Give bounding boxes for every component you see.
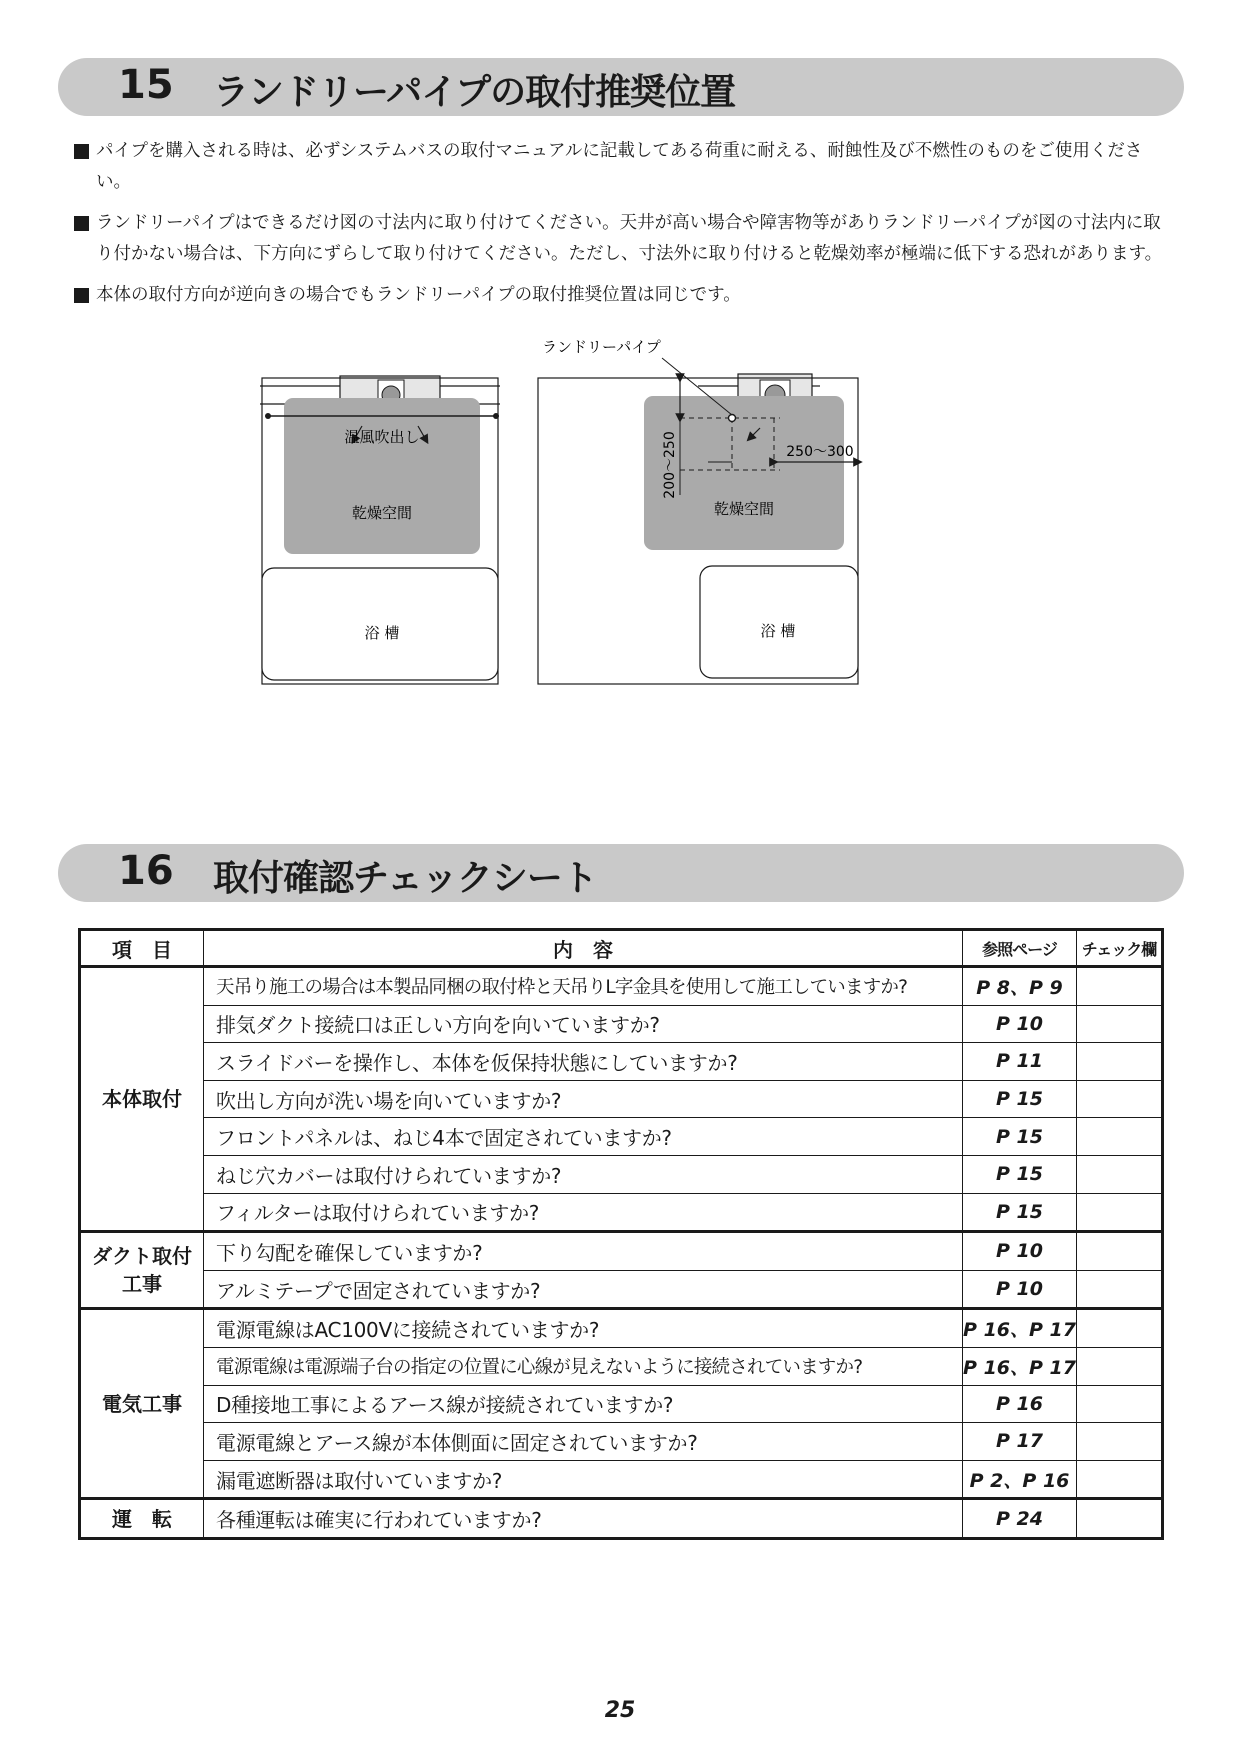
table-row [80, 1499, 1163, 1539]
category-cell: ダクト取付工事 [80, 1232, 204, 1309]
check-box-cell[interactable] [1077, 1043, 1163, 1081]
ref-page: P 15 [963, 1118, 1077, 1156]
table-row [80, 1005, 1163, 1043]
check-box-cell[interactable] [1077, 1270, 1163, 1309]
note-item [74, 136, 1174, 198]
check-box-cell[interactable] [1077, 1232, 1163, 1271]
table-row [80, 1347, 1163, 1385]
ref-page: P 16、P 17 [963, 1309, 1077, 1348]
check-item-text: 天吊り施工の場合は本製品同梱の取付枠と天吊りL字金具を使用して施工していますか? [204, 967, 963, 1006]
header-content: 内 容 [204, 930, 963, 967]
check-box-cell[interactable] [1077, 1423, 1163, 1461]
check-item-text: フィルターは取付けられていますか? [204, 1193, 963, 1232]
check-item-text: 下り勾配を確保していますか? [204, 1232, 963, 1271]
check-box-cell[interactable] [1077, 1118, 1163, 1156]
check-box-cell[interactable] [1077, 1347, 1163, 1385]
note-text: パイプを購入される時は、必ずシステムバスの取付マニュアルに記載してある荷重に耐える、耐蝕性及び不燃性のものをご使用ください。 [96, 141, 1143, 192]
ref-page: P 16 [963, 1385, 1077, 1423]
check-box-cell[interactable] [1077, 1193, 1163, 1232]
table-row [80, 1423, 1163, 1461]
section-16-number: 16 [118, 848, 174, 894]
installation-check-table [78, 928, 1164, 1540]
table-row [80, 967, 1163, 1006]
ref-page: P 15 [963, 1193, 1077, 1232]
header-item: 項 目 [80, 930, 204, 967]
ref-page: P 2、P 16 [963, 1460, 1077, 1499]
drying-space-label: 乾燥空間 [351, 504, 413, 522]
ref-page: P 15 [963, 1155, 1077, 1193]
left-view [260, 376, 500, 684]
header-ref: 参照ページ [963, 930, 1077, 967]
ref-page: P 15 [963, 1080, 1077, 1118]
table-row [80, 1155, 1163, 1193]
table-row [80, 1118, 1163, 1156]
table-row [80, 1043, 1163, 1081]
laundry-pipe-diagram [260, 338, 980, 770]
table-row [80, 1232, 1163, 1271]
laundry-pipe-label: ランドリーパイプ [542, 338, 661, 356]
note-text: ランドリーパイプはできるだけ図の寸法内に取り付けてください。天井が高い場合や障害物等がありランドリーパイプが図の寸法内に取り付かない場合は、下方向にずらして取り付けてください。ただし、寸法外に取り付けると乾燥効率が極端に低下する恐れがあります。 [96, 213, 1163, 264]
section-15-header [58, 58, 1184, 116]
vertical-dimension-label: 200〜250 [662, 431, 678, 499]
ref-page: P 16、P 17 [963, 1347, 1077, 1385]
ref-page: P 8、P 9 [963, 967, 1077, 1006]
check-box-cell[interactable] [1077, 1155, 1163, 1193]
check-item-text: フロントパネルは、ねじ4本で固定されていますか? [204, 1118, 963, 1156]
bullet-square-icon [74, 144, 89, 159]
table-header-row [80, 930, 1163, 967]
bullet-square-icon [74, 216, 89, 231]
note-item [74, 208, 1174, 270]
table-row [80, 1270, 1163, 1309]
category-cell: 本体取付 [80, 967, 204, 1232]
check-item-text: ねじ穴カバーは取付けられていますか? [204, 1155, 963, 1193]
bullet-square-icon [74, 288, 89, 303]
note-item [74, 280, 1174, 311]
check-item-text: 電源電線はAC100Vに接続されていますか? [204, 1309, 963, 1348]
check-item-text: 漏電遮断器は取付いていますか? [204, 1460, 963, 1499]
bathtub-label: 浴 槽 [760, 622, 796, 640]
check-box-cell[interactable] [1077, 1460, 1163, 1499]
table-row [80, 1460, 1163, 1499]
check-item-text: 吹出し方向が洗い場を向いていますか? [204, 1080, 963, 1118]
check-item-text: 排気ダクト接続口は正しい方向を向いていますか? [204, 1005, 963, 1043]
check-box-cell[interactable] [1077, 1080, 1163, 1118]
table-row [80, 1193, 1163, 1232]
header-check: チェック欄 [1077, 930, 1163, 967]
check-item-text: スライドバーを操作し、本体を仮保持状態にしていますか? [204, 1043, 963, 1081]
check-item-text: D種接地工事によるアース線が接続されていますか? [204, 1385, 963, 1423]
check-item-text: アルミテープで固定されていますか? [204, 1270, 963, 1309]
drying-space-label: 乾燥空間 [713, 500, 775, 518]
check-box-cell[interactable] [1077, 1385, 1163, 1423]
section-16-header [58, 844, 1184, 902]
right-view [538, 338, 858, 684]
check-box-cell[interactable] [1077, 1005, 1163, 1043]
section-15-notes [74, 136, 1174, 321]
check-box-cell[interactable] [1077, 967, 1163, 1006]
check-item-text: 電源電線は電源端子台の指定の位置に心線が見えないように接続されていますか? [204, 1347, 963, 1385]
section-15-number: 15 [118, 62, 174, 108]
bathtub-label: 浴 槽 [364, 624, 400, 642]
section-16-title: 取付確認チェックシート [213, 858, 597, 899]
section-15-title: ランドリーパイプの取付推奨位置 [213, 72, 736, 113]
ref-page: P 10 [963, 1005, 1077, 1043]
page-number: 25 [604, 1698, 636, 1723]
ref-page: P 24 [963, 1499, 1077, 1539]
ref-page: P 11 [963, 1043, 1077, 1081]
check-item-text: 各種運転は確実に行われていますか? [204, 1499, 963, 1539]
ref-page: P 10 [963, 1270, 1077, 1309]
category-cell: 電気工事 [80, 1309, 204, 1499]
check-box-cell[interactable] [1077, 1499, 1163, 1539]
ref-page: P 17 [963, 1423, 1077, 1461]
table-row [80, 1385, 1163, 1423]
table-row [80, 1309, 1163, 1348]
table-row [80, 1080, 1163, 1118]
check-box-cell[interactable] [1077, 1309, 1163, 1348]
horizontal-dimension-label: 250〜300 [786, 444, 854, 460]
category-cell: 運 転 [80, 1499, 204, 1539]
laundry-pipe-position-icon [729, 415, 736, 422]
warm-air-label: 温風吹出し [344, 428, 420, 446]
ref-page: P 10 [963, 1232, 1077, 1271]
note-text: 本体の取付方向が逆向きの場合でもランドリーパイプの取付推奨位置は同じです。 [96, 285, 741, 305]
check-item-text: 電源電線とアース線が本体側面に固定されていますか? [204, 1423, 963, 1461]
